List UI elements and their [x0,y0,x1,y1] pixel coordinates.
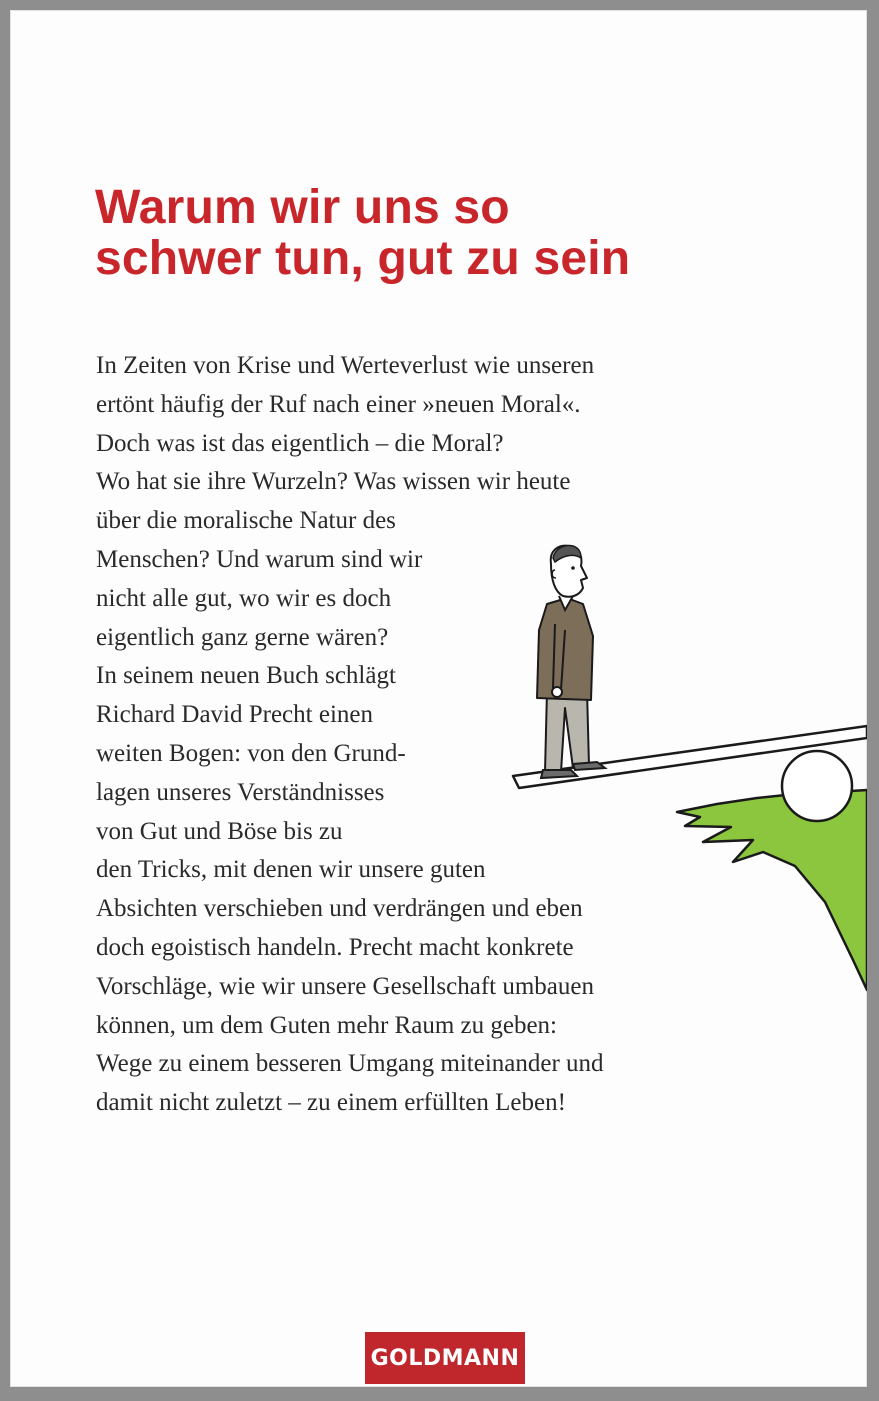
blurb-line: Wege zu einem besseren Umgang miteinander und [96,1050,604,1078]
man-shoe [541,770,577,778]
blurb-line: Vorschläge, wie wir unsere Gesellschaft umbauen [96,972,594,1000]
man-trousers [545,690,589,772]
blurb-line: Absichten verschieben und verdrängen und eben [96,895,583,923]
headline [95,182,630,284]
blurb-line: Wo hat sie ihre Wurzeln? Was wissen wir heute [96,468,571,496]
blurb-line: Richard David Precht einen [96,701,373,729]
blurb-line: damit nicht zuletzt – zu einem erfüllten Leben! [96,1089,566,1117]
blurb-line: können, um dem Guten mehr Raum zu geben: [96,1011,557,1039]
man-eye [571,566,575,570]
blurb-line: weiten Bogen: von den Grund- [96,739,406,767]
man-hand [552,687,562,697]
blurb-line: nicht alle gut, wo wir es doch [96,584,392,612]
ball [782,751,852,821]
blurb-line: den Tricks, mit denen wir unsere guten [96,856,486,884]
headline-line: schwer tun, gut zu sein [95,232,631,285]
green-blob [677,790,867,990]
man-jacket [537,598,593,700]
headline-line: Warum wir uns so [95,181,510,234]
publisher-logo: GOLDMANN [365,1332,525,1384]
man-shoe [573,762,605,770]
blurb-line: In seinem neuen Buch schlägt [96,662,396,690]
blurb-line: ertönt häufig der Ruf nach einer »neuen Moral«. [96,390,581,418]
blurb-line: eigentlich ganz gerne wären? [96,623,389,651]
blurb-line: Menschen? Und warum sind wir [96,545,423,573]
blurb-line: von Gut und Böse bis zu [96,817,343,845]
man-on-seesaw-illustration-icon [495,540,867,1020]
blurb-line: lagen unseres Verständnisses [96,778,385,806]
blurb-line: über die moralische Natur des [96,507,396,535]
blurb-line: doch egoistisch handeln. Precht macht konkrete [96,933,574,961]
blurb-line: In Zeiten von Krise und Werteverlust wie unseren [96,352,595,379]
back-cover [10,10,867,1387]
blurb-line: Doch was ist das eigentlich – die Moral? [96,429,504,457]
